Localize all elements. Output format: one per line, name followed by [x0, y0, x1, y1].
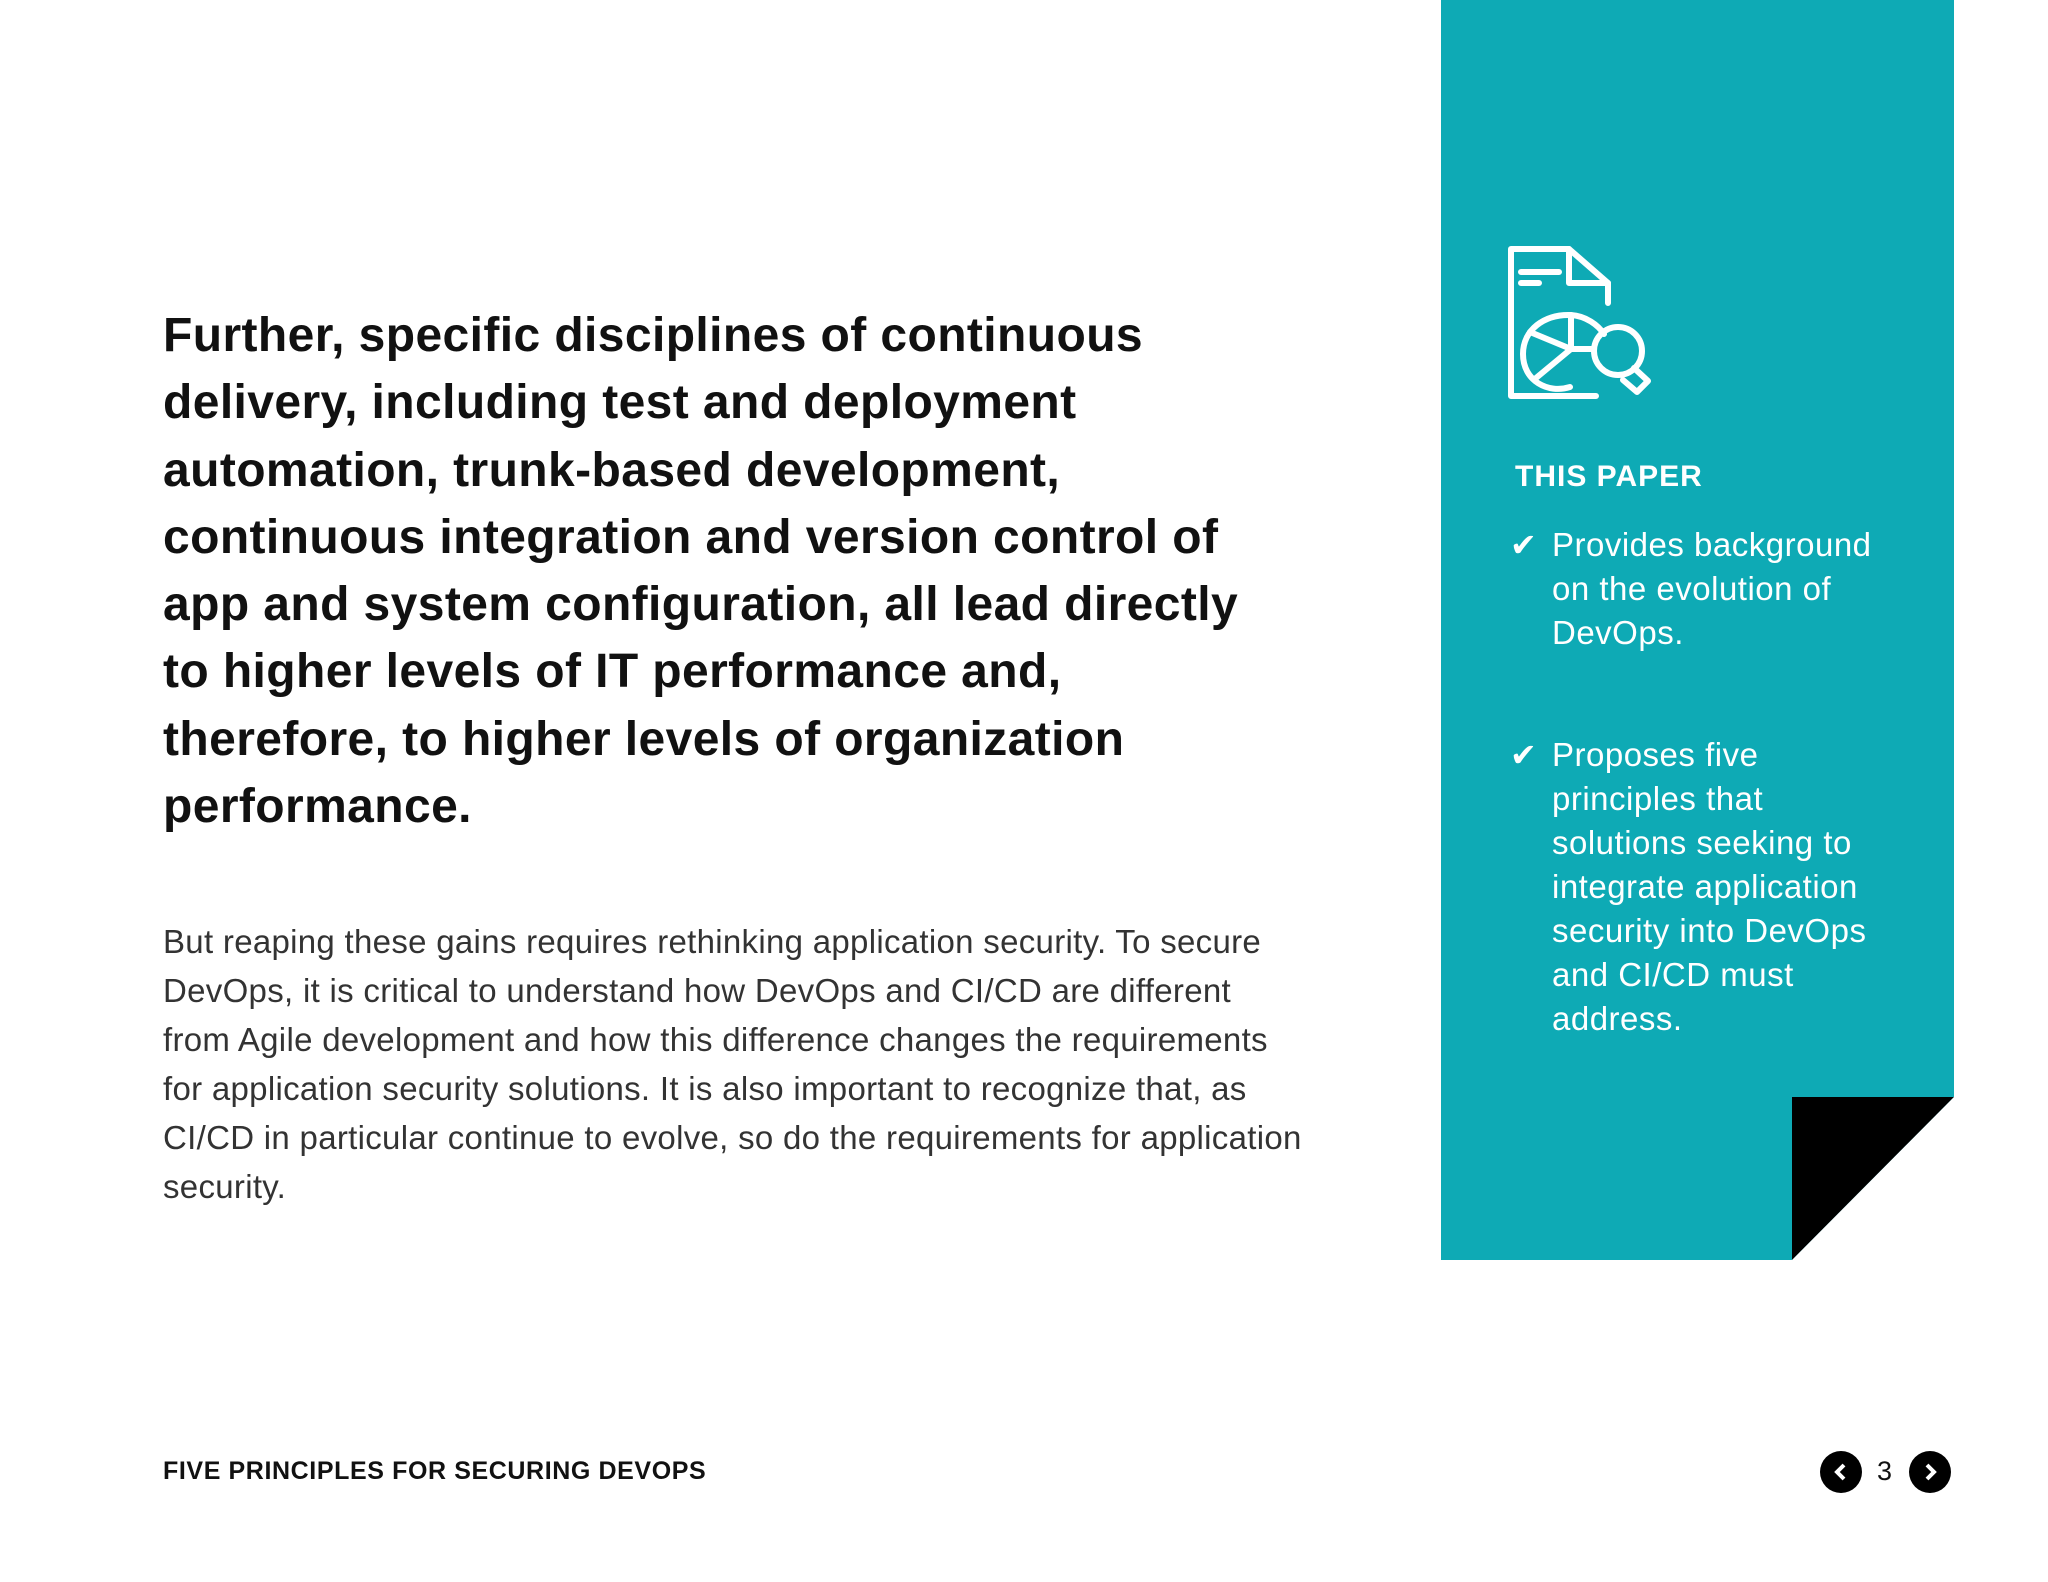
checkmark-icon: ✔	[1510, 737, 1538, 773]
previous-page-button[interactable]	[1820, 1451, 1862, 1493]
footer-title: FIVE PRINCIPLES FOR SECURING DEVOPS	[163, 1457, 707, 1485]
panel-title: THIS PAPER	[1515, 460, 1703, 493]
page-number: 3	[1877, 1456, 1893, 1486]
chevron-left-icon	[1833, 1463, 1849, 1481]
checkmark-icon: ✔	[1510, 527, 1538, 563]
sidebar-panel	[1441, 0, 1954, 1260]
document-chart-search-icon	[1508, 246, 1660, 404]
bullet-text: Provides background on the evolution of DevOps.	[1552, 526, 1872, 651]
next-page-button[interactable]	[1909, 1451, 1951, 1493]
page-fold-corner	[1792, 1097, 1954, 1260]
chevron-right-icon	[1922, 1463, 1938, 1481]
bullet-text: Proposes five principles that solutions seeking to integrate application security into DevOps and CI/CD must address.	[1552, 736, 1867, 1037]
body-paragraph: But reaping these gains requires rethinking application security. To secure DevOps, it is critical to understand how DevOps and CI/CD are different from Agile development and how this difference changes the requirements for application security solutions. It is also important to recognize that, as CI/CD in particular continue to evolve, so do the requirements for application security.	[163, 923, 1302, 1206]
headline: Further, specific disciplines of continuous delivery, including test and deployment automation, trunk-based development, continuous integration and version control of app and system configuration, all lead directly to higher levels of IT performance and, therefore, to higher levels of organization performance.	[163, 309, 1239, 834]
